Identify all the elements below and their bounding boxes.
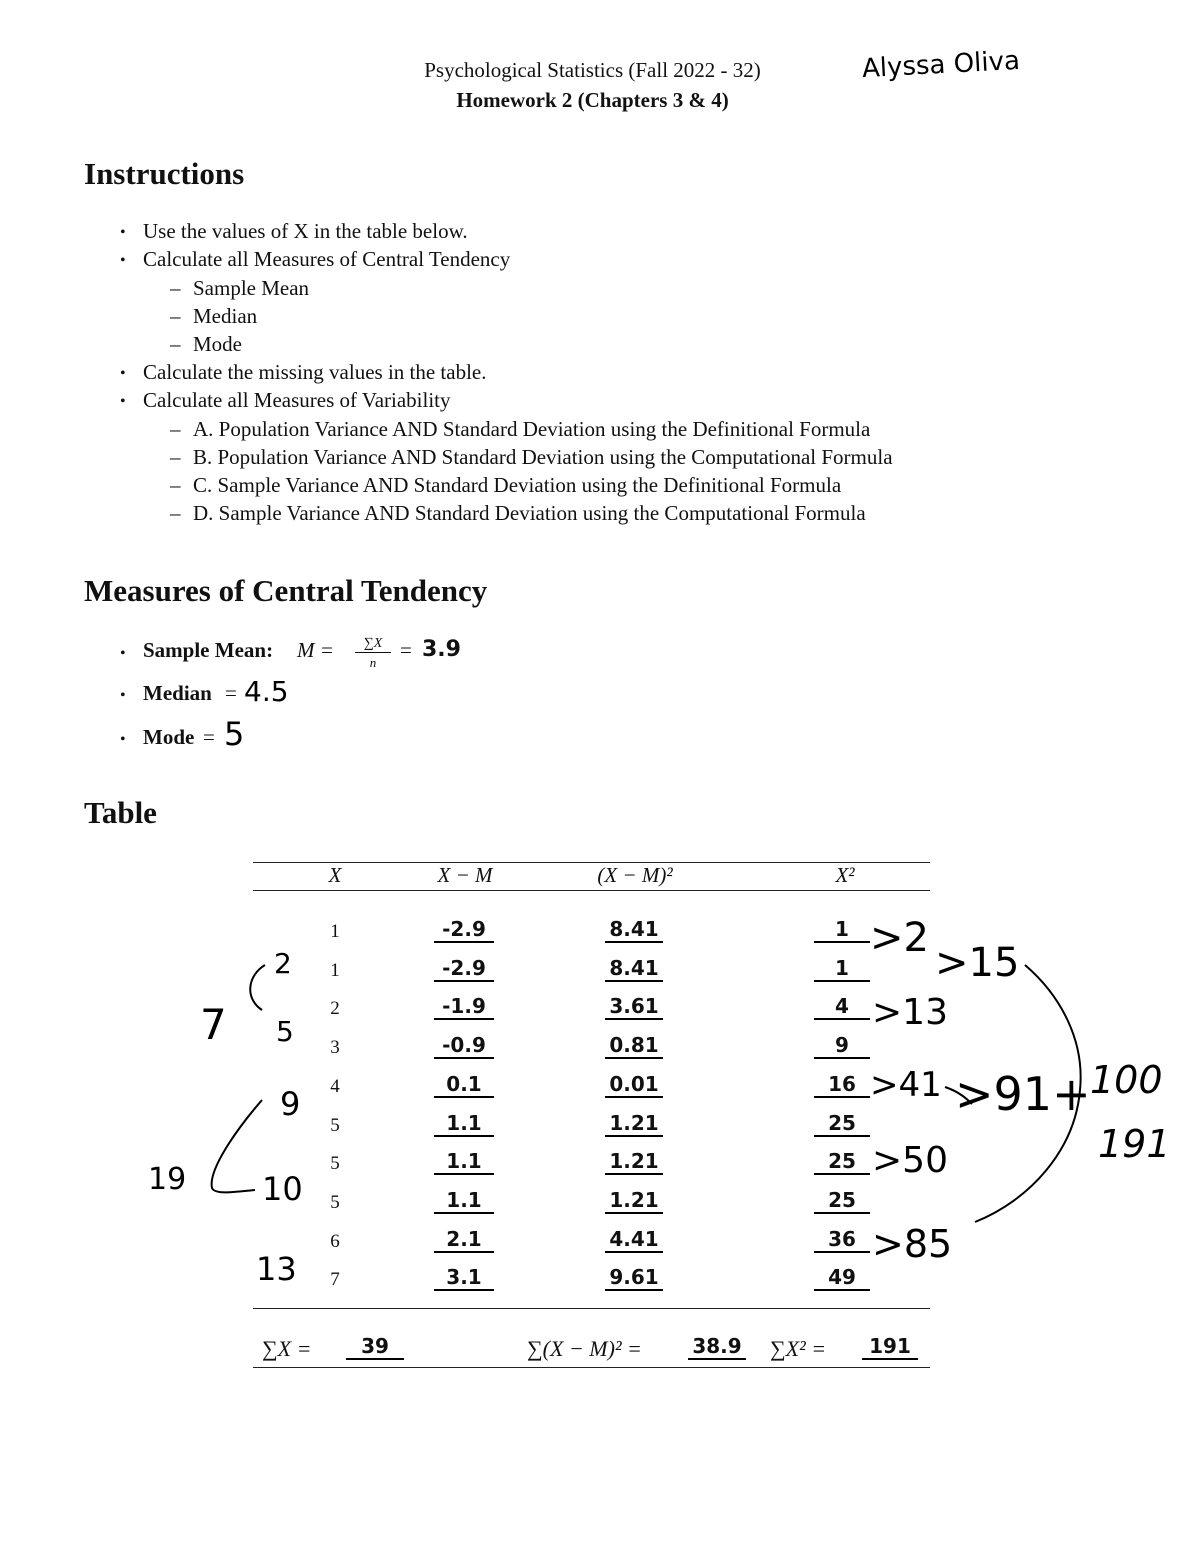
- sum-squared-deviation-label: ∑(X − M)² =: [527, 1336, 642, 1361]
- cell-x-squared: 49: [814, 1265, 870, 1291]
- sum-x-squared-label: ∑X² =: [770, 1336, 827, 1361]
- cell-x-squared: 25: [814, 1111, 870, 1137]
- cell-x: 5: [330, 1192, 340, 1213]
- scratch-note: 13: [256, 1250, 297, 1288]
- scratch-note: 5: [276, 1015, 294, 1048]
- median-value: 4.5: [244, 675, 289, 708]
- column-header-x-squared: X²: [835, 863, 855, 887]
- cell-squared-deviation: 0.81: [605, 1033, 663, 1059]
- cell-deviation: 1.1: [434, 1149, 494, 1175]
- column-header-squared-deviation: (X − M)²: [597, 863, 673, 887]
- scratch-note: >50: [872, 1140, 948, 1181]
- cell-squared-deviation: 1.21: [605, 1149, 663, 1175]
- scratch-note: >41: [870, 1065, 942, 1105]
- dash: –: [170, 304, 181, 328]
- scratch-note: 10: [262, 1170, 303, 1208]
- course-title: Psychological Statistics (Fall 2022 - 32): [424, 58, 761, 82]
- cell-squared-deviation: 1.21: [605, 1111, 663, 1137]
- sub-item: D. Sample Variance AND Standard Deviation using the Computational Formula: [193, 501, 866, 525]
- sum-x-squared-value: 191: [862, 1334, 918, 1360]
- mean-label: Sample Mean:: [143, 638, 274, 662]
- mode-value: 5: [224, 715, 245, 753]
- scratch-note: >15: [935, 940, 1020, 986]
- cell-x-squared: 1: [814, 917, 870, 943]
- column-header-x: X: [328, 863, 342, 887]
- cell-deviation: 1.1: [434, 1188, 494, 1214]
- scratch-note: >13: [872, 992, 948, 1033]
- mean-value: 3.9: [422, 637, 461, 662]
- bullet: •: [120, 687, 126, 704]
- sub-item: Sample Mean: [193, 276, 310, 300]
- cell-deviation: -2.9: [434, 956, 494, 982]
- cell-x-squared: 16: [814, 1072, 870, 1098]
- cell-x: 4: [330, 1076, 340, 1097]
- column-header-deviation: X − M: [437, 863, 493, 887]
- scratch-note: 2: [274, 947, 292, 980]
- student-name: Alyssa Oliva: [861, 45, 1021, 85]
- scratch-note: 191: [1098, 1122, 1171, 1166]
- scratch-note: >2: [870, 915, 929, 961]
- bullet: •: [120, 252, 126, 269]
- instruction-item: Calculate the missing values in the table.: [143, 360, 487, 384]
- cell-squared-deviation: 0.01: [605, 1072, 663, 1098]
- cell-deviation: -2.9: [434, 917, 494, 943]
- instruction-item: Calculate all Measures of Central Tendency: [143, 247, 511, 271]
- dash: –: [170, 501, 181, 525]
- mode-label: Mode: [143, 725, 195, 749]
- cell-x: 1: [330, 921, 340, 942]
- cell-squared-deviation: 3.61: [605, 994, 663, 1020]
- assignment-title: Homework 2 (Chapters 3 & 4): [456, 88, 729, 112]
- cell-deviation: -1.9: [434, 994, 494, 1020]
- cell-x-squared: 9: [814, 1033, 870, 1059]
- sub-item: Mode: [193, 332, 242, 356]
- dash: –: [170, 445, 181, 469]
- bullet: •: [120, 393, 126, 410]
- sub-item: B. Population Variance AND Standard Deviation using the Computational Formula: [193, 445, 893, 469]
- instruction-item: Use the values of X in the table below.: [143, 219, 468, 243]
- cell-squared-deviation: 4.41: [605, 1227, 663, 1253]
- cell-x-squared: 1: [814, 956, 870, 982]
- equals-sign: =: [225, 681, 237, 705]
- sum-squared-deviation-value: 38.9: [688, 1334, 746, 1360]
- scratch-note: 100: [1090, 1058, 1163, 1102]
- mean-formula-numerator: ∑X: [355, 636, 391, 653]
- cell-x-squared: 4: [814, 994, 870, 1020]
- central-heading: Measures of Central Tendency: [84, 573, 488, 608]
- bullet: •: [120, 365, 126, 382]
- bullet: •: [120, 645, 126, 662]
- scratch-note: 19: [148, 1162, 187, 1197]
- dash: –: [170, 473, 181, 497]
- cell-x: 3: [330, 1037, 340, 1058]
- cell-x: 5: [330, 1115, 340, 1136]
- scratch-note: >91+: [955, 1067, 1091, 1121]
- bullet: •: [120, 224, 126, 241]
- sum-x-label: ∑X =: [262, 1336, 312, 1361]
- cell-deviation: 0.1: [434, 1072, 494, 1098]
- cell-x-squared: 25: [814, 1188, 870, 1214]
- equals-sign: =: [400, 638, 412, 662]
- sub-item: A. Population Variance AND Standard Deviation using the Definitional Formula: [193, 417, 871, 441]
- cell-squared-deviation: 1.21: [605, 1188, 663, 1214]
- sub-item: Median: [193, 304, 258, 328]
- dash: –: [170, 332, 181, 356]
- equals-sign: =: [203, 725, 215, 749]
- cell-deviation: -0.9: [434, 1033, 494, 1059]
- cell-deviation: 1.1: [434, 1111, 494, 1137]
- mean-formula-lhs: M =: [297, 638, 334, 662]
- cell-x: 6: [330, 1231, 340, 1252]
- scratch-note: 7: [200, 1000, 227, 1049]
- cell-x-squared: 25: [814, 1149, 870, 1175]
- cell-x: 7: [330, 1269, 340, 1290]
- cell-deviation: 2.1: [434, 1227, 494, 1253]
- sub-item: C. Sample Variance AND Standard Deviation using the Definitional Formula: [193, 473, 842, 497]
- cell-x-squared: 36: [814, 1227, 870, 1253]
- cell-x: 2: [330, 998, 340, 1019]
- cell-squared-deviation: 8.41: [605, 956, 663, 982]
- sum-x-value: 39: [346, 1334, 404, 1360]
- mean-formula-denominator: n: [369, 655, 377, 670]
- median-label: Median: [143, 681, 212, 705]
- bullet: •: [120, 731, 126, 748]
- cell-x: 5: [330, 1153, 340, 1174]
- cell-squared-deviation: 8.41: [605, 917, 663, 943]
- cell-squared-deviation: 9.61: [605, 1265, 663, 1291]
- dash: –: [170, 276, 181, 300]
- scratch-note: 9: [280, 1085, 301, 1123]
- cell-x: 1: [330, 960, 340, 981]
- table-heading: Table: [84, 795, 157, 830]
- cell-deviation: 3.1: [434, 1265, 494, 1291]
- instruction-item: Calculate all Measures of Variability: [143, 388, 451, 412]
- scratch-note: >85: [872, 1222, 953, 1266]
- dash: –: [170, 417, 181, 441]
- instructions-heading: Instructions: [84, 156, 245, 191]
